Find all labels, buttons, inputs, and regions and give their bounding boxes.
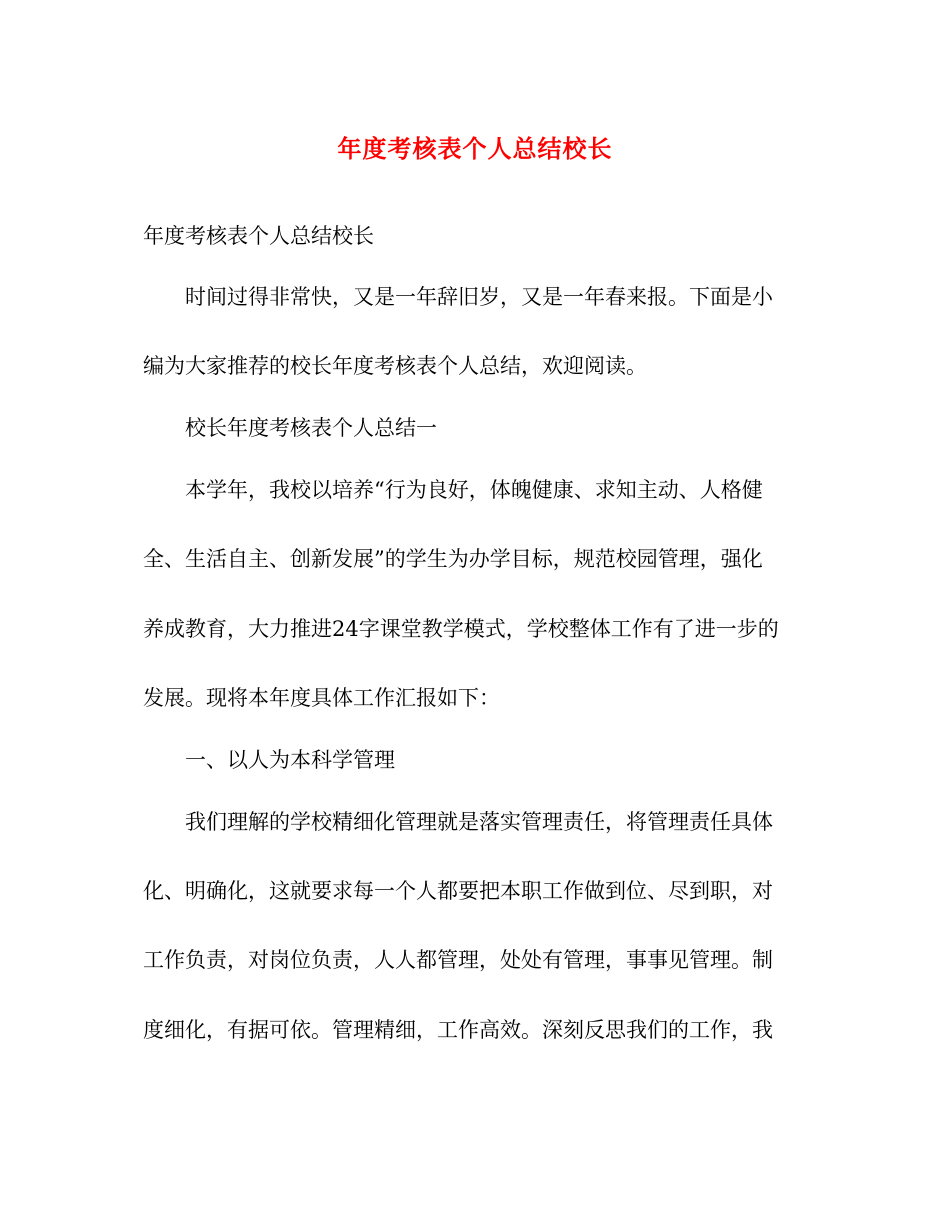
paragraph-line: 发展。现将本年度具体工作汇报如下：	[143, 686, 500, 710]
paragraph-line: 度细化，有据可依。管理精细，工作高效。深刻反思我们的工作，我	[143, 1018, 773, 1042]
paragraph-line: 全、生活自主、创新发展”的学生为办学目标，规范校园管理，强化	[143, 547, 763, 571]
paragraph-line: 工作负责，对岗位负责，人人都管理，处处有管理，事事见管理。制	[143, 948, 773, 972]
paragraph-line: 本学年，我校以培养“行为良好，体魄健康、求知主动、人格健	[185, 478, 763, 502]
section-heading: 一、以人为本科学管理	[185, 748, 395, 772]
paragraph-line: 我们理解的学校精细化管理就是落实管理责任，将管理责任具体	[185, 810, 773, 834]
paragraph-line: 化、明确化，这就要求每一个人都要把本职工作做到位、尽到职，对	[143, 879, 773, 903]
document-subtitle: 年度考核表个人总结校长	[143, 224, 374, 248]
paragraph-line: 时间过得非常快，又是一年辞旧岁，又是一年春来报。下面是小	[185, 285, 773, 309]
paragraph-line: 编为大家推荐的校长年度考核表个人总结，欢迎阅读。	[143, 354, 647, 378]
paragraph-line: 养成教育，大力推进24字课堂教学模式，学校整体工作有了进一步的	[143, 617, 779, 641]
document-title: 年度考核表个人总结校长	[337, 134, 613, 163]
section-heading: 校长年度考核表个人总结一	[185, 416, 437, 440]
